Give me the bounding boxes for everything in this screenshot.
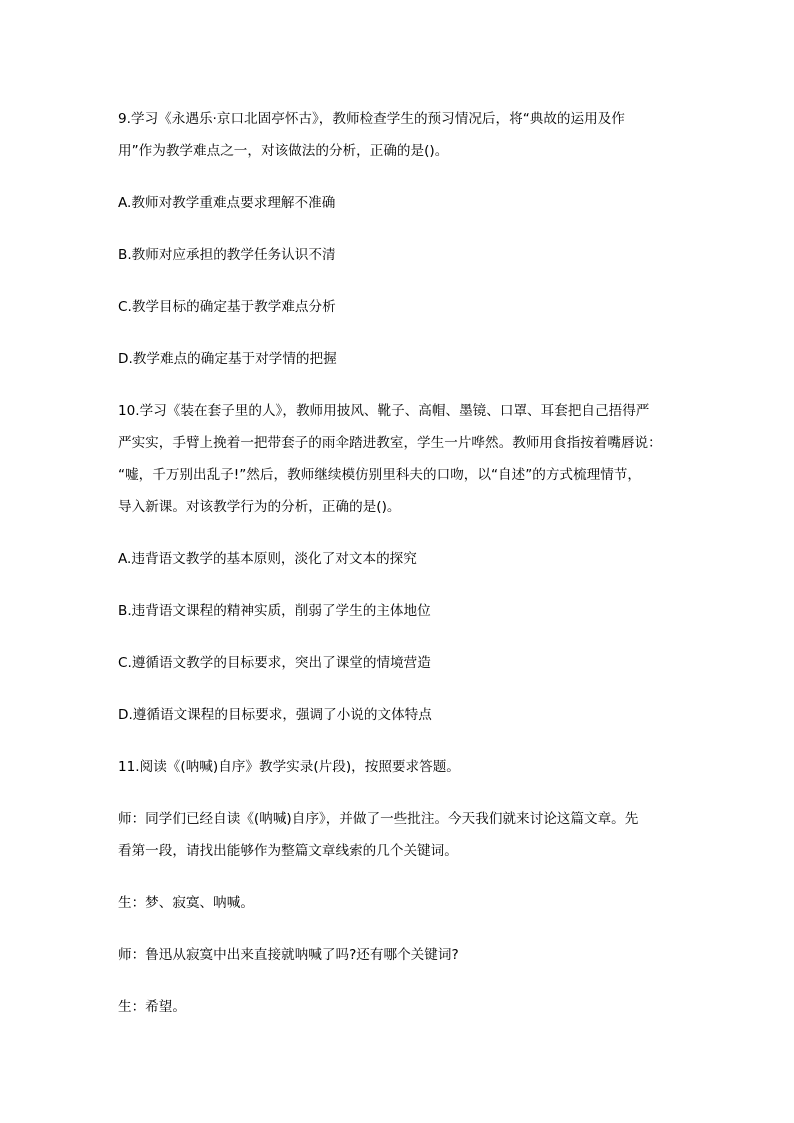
dialogue-teacher-1 xyxy=(118,803,684,867)
stem-line: 9.学习《永遇乐·京口北固亭怀古》，教师检查学生的预习情况后，将“典故的运用及作 xyxy=(118,111,625,127)
dialogue-teacher-2 xyxy=(118,939,684,971)
dialogue-line: 师：鲁迅从寂寞中出来直接就呐喊了吗?还有哪个关键词? xyxy=(118,947,459,963)
dialogue-line: 看第一段，请找出能够作为整篇文章线索的几个关键词。 xyxy=(118,843,458,859)
option-text: B.违背语文课程的精神实质，削弱了学生的主体地位 xyxy=(118,603,431,619)
option-text: C.遵循语文教学的目标要求，突出了课堂的情境营造 xyxy=(118,655,431,671)
option-text: A.教师对教学重难点要求理解不准确 xyxy=(118,195,336,211)
option-text: D.教学难点的确定基于对学情的把握 xyxy=(118,351,337,367)
dialogue-student-2 xyxy=(118,991,684,1023)
question-10-option-b xyxy=(118,595,684,627)
dialogue-line: 生：梦、寂寞、呐喊。 xyxy=(118,895,254,911)
stem-line: 10.学习《装在套子里的人》，教师用披风、靴子、高帽、墨镜、口罩、耳套把自己捂得严 xyxy=(118,403,650,419)
question-11-stem xyxy=(118,751,684,783)
question-9-stem xyxy=(118,103,684,167)
stem-line: 严实实，手臂上挽着一把带套子的雨伞踏进教室，学生一片哗然。教师用食指按着嘴唇说： xyxy=(118,435,662,451)
option-text: A.违背语文教学的基本原则，淡化了对文本的探究 xyxy=(118,551,417,567)
question-10-option-d xyxy=(118,699,684,731)
question-10-option-c xyxy=(118,647,684,679)
stem-line: 导入新课。对该教学行为的分析，正确的是()。 xyxy=(118,499,401,515)
dialogue-line: 师：同学们已经自读《(呐喊)自序》，并做了一些批注。今天我们就来讨论这篇文章。先 xyxy=(118,811,639,827)
question-10-stem xyxy=(118,395,684,523)
document-page xyxy=(118,103,684,1043)
question-10-option-a xyxy=(118,543,684,575)
option-text: B.教师对应承担的教学任务认识不清 xyxy=(118,247,336,263)
question-9-option-c xyxy=(118,291,684,323)
dialogue-line: 生：希望。 xyxy=(118,999,186,1015)
option-text: D.遵循语文课程的目标要求，强调了小说的文体特点 xyxy=(118,707,432,723)
question-9-option-a xyxy=(118,187,684,219)
stem-line: 用”作为教学难点之一，对该做法的分析，正确的是()。 xyxy=(118,143,449,159)
stem-line: “嘘，千万别出乱子!”然后，教师继续模仿别里科夫的口吻，以“自述”的方式梳理情节， xyxy=(118,467,641,483)
question-9-option-d xyxy=(118,343,684,375)
question-9-option-b xyxy=(118,239,684,271)
dialogue-student-1 xyxy=(118,887,684,919)
stem-line: 11.阅读《(呐喊)自序》教学实录(片段)，按照要求答题。 xyxy=(118,759,460,775)
option-text: C.教学目标的确定基于教学难点分析 xyxy=(118,299,336,315)
